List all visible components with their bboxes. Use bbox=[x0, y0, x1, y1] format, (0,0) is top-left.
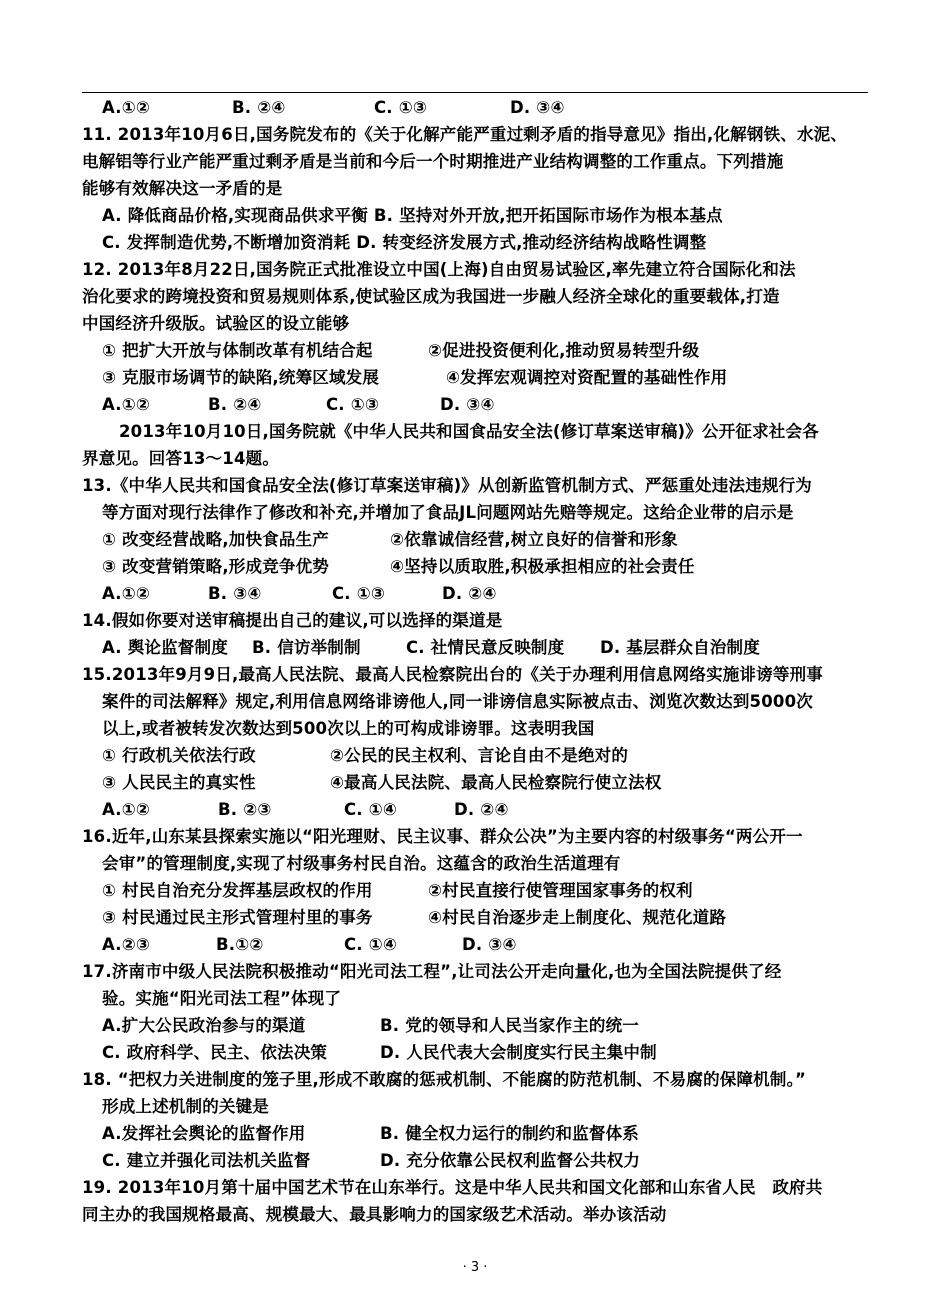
material-line: 界意见。回答13～14题。 bbox=[82, 449, 280, 468]
q16-item-4: ④村民自治逐步走上制度化、规范化道路 bbox=[428, 908, 727, 927]
q17-stem-line: 验。实施“阳光司法工程”体现了 bbox=[102, 989, 342, 1008]
q14-options bbox=[102, 638, 760, 658]
q13-option-b: B. ③④ bbox=[208, 584, 262, 603]
q15-option-a: A.①② bbox=[102, 800, 151, 819]
q14-option-b: B. 信访举制制 bbox=[252, 638, 361, 657]
q16-item-2: ②村民直接行使管理国家事务的权利 bbox=[428, 881, 693, 900]
q17-option-c: C. 政府科学、民主、依法决策 bbox=[102, 1043, 328, 1062]
q15-item-4: ④最高人民法院、最高人民检察院行使立法权 bbox=[330, 773, 662, 792]
q16-items-row bbox=[102, 908, 726, 928]
q12-option-d: D. ③④ bbox=[440, 395, 495, 414]
q18-options-row bbox=[102, 1151, 640, 1171]
q15-stem-line: 15.2013年9月9日,最高人民法院、最高人民检察院出台的《关于办理利用信息网络实施诽谤等刑事 bbox=[82, 665, 823, 684]
q10-option-c: C. ①③ bbox=[374, 98, 428, 117]
q16-options bbox=[102, 935, 517, 955]
q12-option-c: C. ①③ bbox=[326, 395, 380, 414]
q11-stem-line: 能够有效解决这一矛盾的是 bbox=[82, 179, 283, 198]
q18-options-row bbox=[102, 1124, 639, 1144]
q14-option-d: D. 基层群众自治制度 bbox=[600, 638, 760, 657]
q12-stem-line: 治化要求的跨境投资和贸易规则体系,使试验区成为我国进一步融人经济全球化的重要载体,打造 bbox=[82, 287, 780, 306]
q13-stem-line: 等方面对现行法律作了修改和补充,并增加了食品JL问题网站先赔等规定。这给企业带的启示是 bbox=[102, 503, 794, 522]
q15-option-b: B. ②③ bbox=[218, 800, 272, 819]
q15-items-row bbox=[102, 746, 628, 766]
q13-option-c: C. ①③ bbox=[332, 584, 386, 603]
q15-item-3: ③ 人民民主的真实性 bbox=[102, 773, 256, 792]
q18-option-c: C. 建立并强化司法机关监督 bbox=[102, 1151, 311, 1170]
q16-items-row bbox=[102, 881, 693, 901]
header-rule bbox=[82, 92, 868, 93]
q12-options bbox=[102, 395, 495, 415]
q11-stem-line: 电解铝等行业产能严重过剩矛盾是当前和今后一个时期推进产业结构调整的工作重点。下列措施 bbox=[82, 152, 784, 171]
q10-options bbox=[102, 98, 565, 118]
q13-item-3: ③ 改变营销策略,形成竞争优势 bbox=[102, 557, 329, 576]
q12-items-row bbox=[102, 341, 699, 361]
q16-item-3: ③ 村民通过民主形式管理村里的事务 bbox=[102, 908, 373, 927]
q18-option-d: D. 充分依靠公民权利监督公共权力 bbox=[380, 1151, 641, 1170]
q16-stem-line: 16.近年,山东某县探索实施以“阳光理财、民主议事、群众公决”为主要内容的村级事务“两公开一 bbox=[82, 827, 803, 846]
q10-option-d: D. ③④ bbox=[510, 98, 565, 117]
q15-items-row bbox=[102, 773, 661, 793]
q18-option-a: A.发挥社会舆论的监督作用 bbox=[102, 1124, 306, 1143]
q13-options bbox=[102, 584, 497, 604]
q15-option-d: D. ②④ bbox=[454, 800, 509, 819]
q17-option-d: D. 人民代表大会制度实行民主集中制 bbox=[380, 1043, 657, 1062]
q17-option-b: B. 党的领导和人民当家作主的统一 bbox=[380, 1016, 639, 1035]
page-number: · 3 · bbox=[462, 1260, 488, 1275]
q15-option-c: C. ①④ bbox=[344, 800, 398, 819]
q16-option-a: A.②③ bbox=[102, 935, 151, 954]
q15-stem-line: 案件的司法解释》规定,利用信息网络诽谤他人,同一诽谤信息实际被点击、浏览次数达到5000次 bbox=[102, 692, 813, 711]
q12-item-4: ④发挥宏观调控对资配置的基础性作用 bbox=[446, 368, 728, 387]
q11-option-line: A. 降低商品价格,实现商品供求平衡 B. 坚持对外开放,把开拓国际市场作为根本基点 bbox=[102, 206, 723, 225]
q12-item-2: ②促进投资便利化,推动贸易转型升级 bbox=[428, 341, 700, 360]
q15-options bbox=[102, 800, 509, 820]
q13-option-a: A.①② bbox=[102, 584, 151, 603]
q16-stem-line: 会审”的管理制度,实现了村级事务村民自治。这蕴含的政治生活道理有 bbox=[102, 854, 621, 873]
q12-stem-line: 12. 2013年8月22日,国务院正式批准设立中国(上海)自由贸易试验区,率先建立符合国际化和法 bbox=[82, 260, 796, 279]
q18-option-b: B. 健全权力运行的制约和监督体系 bbox=[380, 1124, 639, 1143]
q19-stem-line: 同主办的我国规格最高、规模最大、最具影响力的国家级艺术活动。举办该活动 bbox=[82, 1205, 667, 1224]
q10-option-a: A.①② bbox=[102, 98, 151, 117]
q13-items-row bbox=[102, 530, 678, 550]
q16-item-1: ① 村民自治充分发挥基层政权的作用 bbox=[102, 881, 373, 900]
q16-option-c: C. ①④ bbox=[344, 935, 398, 954]
q19-stem-line: 19. 2013年10月第十届中国艺术节在山东举行。这是中华人民共和国文化部和山东省人民 政府共 bbox=[82, 1178, 823, 1197]
q15-item-1: ① 行政机关依法行政 bbox=[102, 746, 256, 765]
q17-options-row bbox=[102, 1016, 639, 1036]
q13-item-1: ① 改变经营战略,加快食品生产 bbox=[102, 530, 329, 549]
q13-items-row bbox=[102, 557, 695, 577]
q18-stem-line: 18. “把权力关进制度的笼子里,形成不敢腐的惩戒机制、不能腐的防范机制、不易腐的保障机制。” bbox=[82, 1070, 807, 1089]
q14-option-c: C. 社情民意反映制度 bbox=[406, 638, 565, 657]
q11-stem-line: 11. 2013年10月6日,国务院发布的《关于化解产能严重过剩矛盾的指导意见》指出,化解钢铁、水泥、 bbox=[82, 125, 848, 144]
q17-option-a: A.扩大公民政治参与的渠道 bbox=[102, 1016, 306, 1035]
q13-item-4: ④坚持以质取胜,积极承担相应的社会责任 bbox=[390, 557, 695, 576]
q13-item-2: ②依靠诚信经营,树立良好的信誉和形象 bbox=[390, 530, 678, 549]
q12-item-1: ① 把扩大开放与体制改革有机结合起 bbox=[102, 341, 373, 360]
q12-stem-line: 中国经济升级版。试验区的设立能够 bbox=[82, 314, 350, 333]
q15-item-2: ②公民的民主权利、言论自由不是绝对的 bbox=[330, 746, 629, 765]
q16-option-b: B.①② bbox=[216, 935, 264, 954]
q14-option-a: A. 舆论监督制度 bbox=[102, 638, 228, 657]
q18-stem-line: 形成上述机制的关键是 bbox=[102, 1097, 269, 1116]
q17-stem-line: 17.济南市中级人民法院积极推动“阳光司法工程”,让司法公开走向量化,也为全国法院提供了经 bbox=[82, 962, 782, 981]
q16-option-d: D. ③④ bbox=[462, 935, 517, 954]
q14-stem-line: 14.假如你要对送审稿提出自己的建议,可以选择的渠道是 bbox=[82, 611, 503, 630]
q15-stem-line: 以上,或者被转发次数达到500次以上的可构成诽谤罪。这表明我国 bbox=[102, 719, 595, 738]
q12-option-a: A.①② bbox=[102, 395, 151, 414]
material-line: 2013年10月10日,国务院就《中华人民共和国食品安全法(修订草案送审稿)》公开征求社会各 bbox=[119, 422, 819, 441]
q11-option-line: C. 发挥制造优势,不断增加资消耗 D. 转变经济发展方式,推动经济结构战略性调整 bbox=[102, 233, 707, 252]
q12-items-row bbox=[102, 368, 727, 388]
q17-options-row bbox=[102, 1043, 657, 1063]
q13-option-d: D. ②④ bbox=[442, 584, 497, 603]
q12-item-3: ③ 克服市场调节的缺陷,统筹区域发展 bbox=[102, 368, 380, 387]
q12-option-b: B. ②④ bbox=[208, 395, 262, 414]
q13-stem-line: 13.《中华人民共和国食品安全法(修订草案送审稿)》从创新监管机制方式、严惩重处违法违规行为 bbox=[82, 476, 813, 495]
q10-option-b: B. ②④ bbox=[232, 98, 286, 117]
